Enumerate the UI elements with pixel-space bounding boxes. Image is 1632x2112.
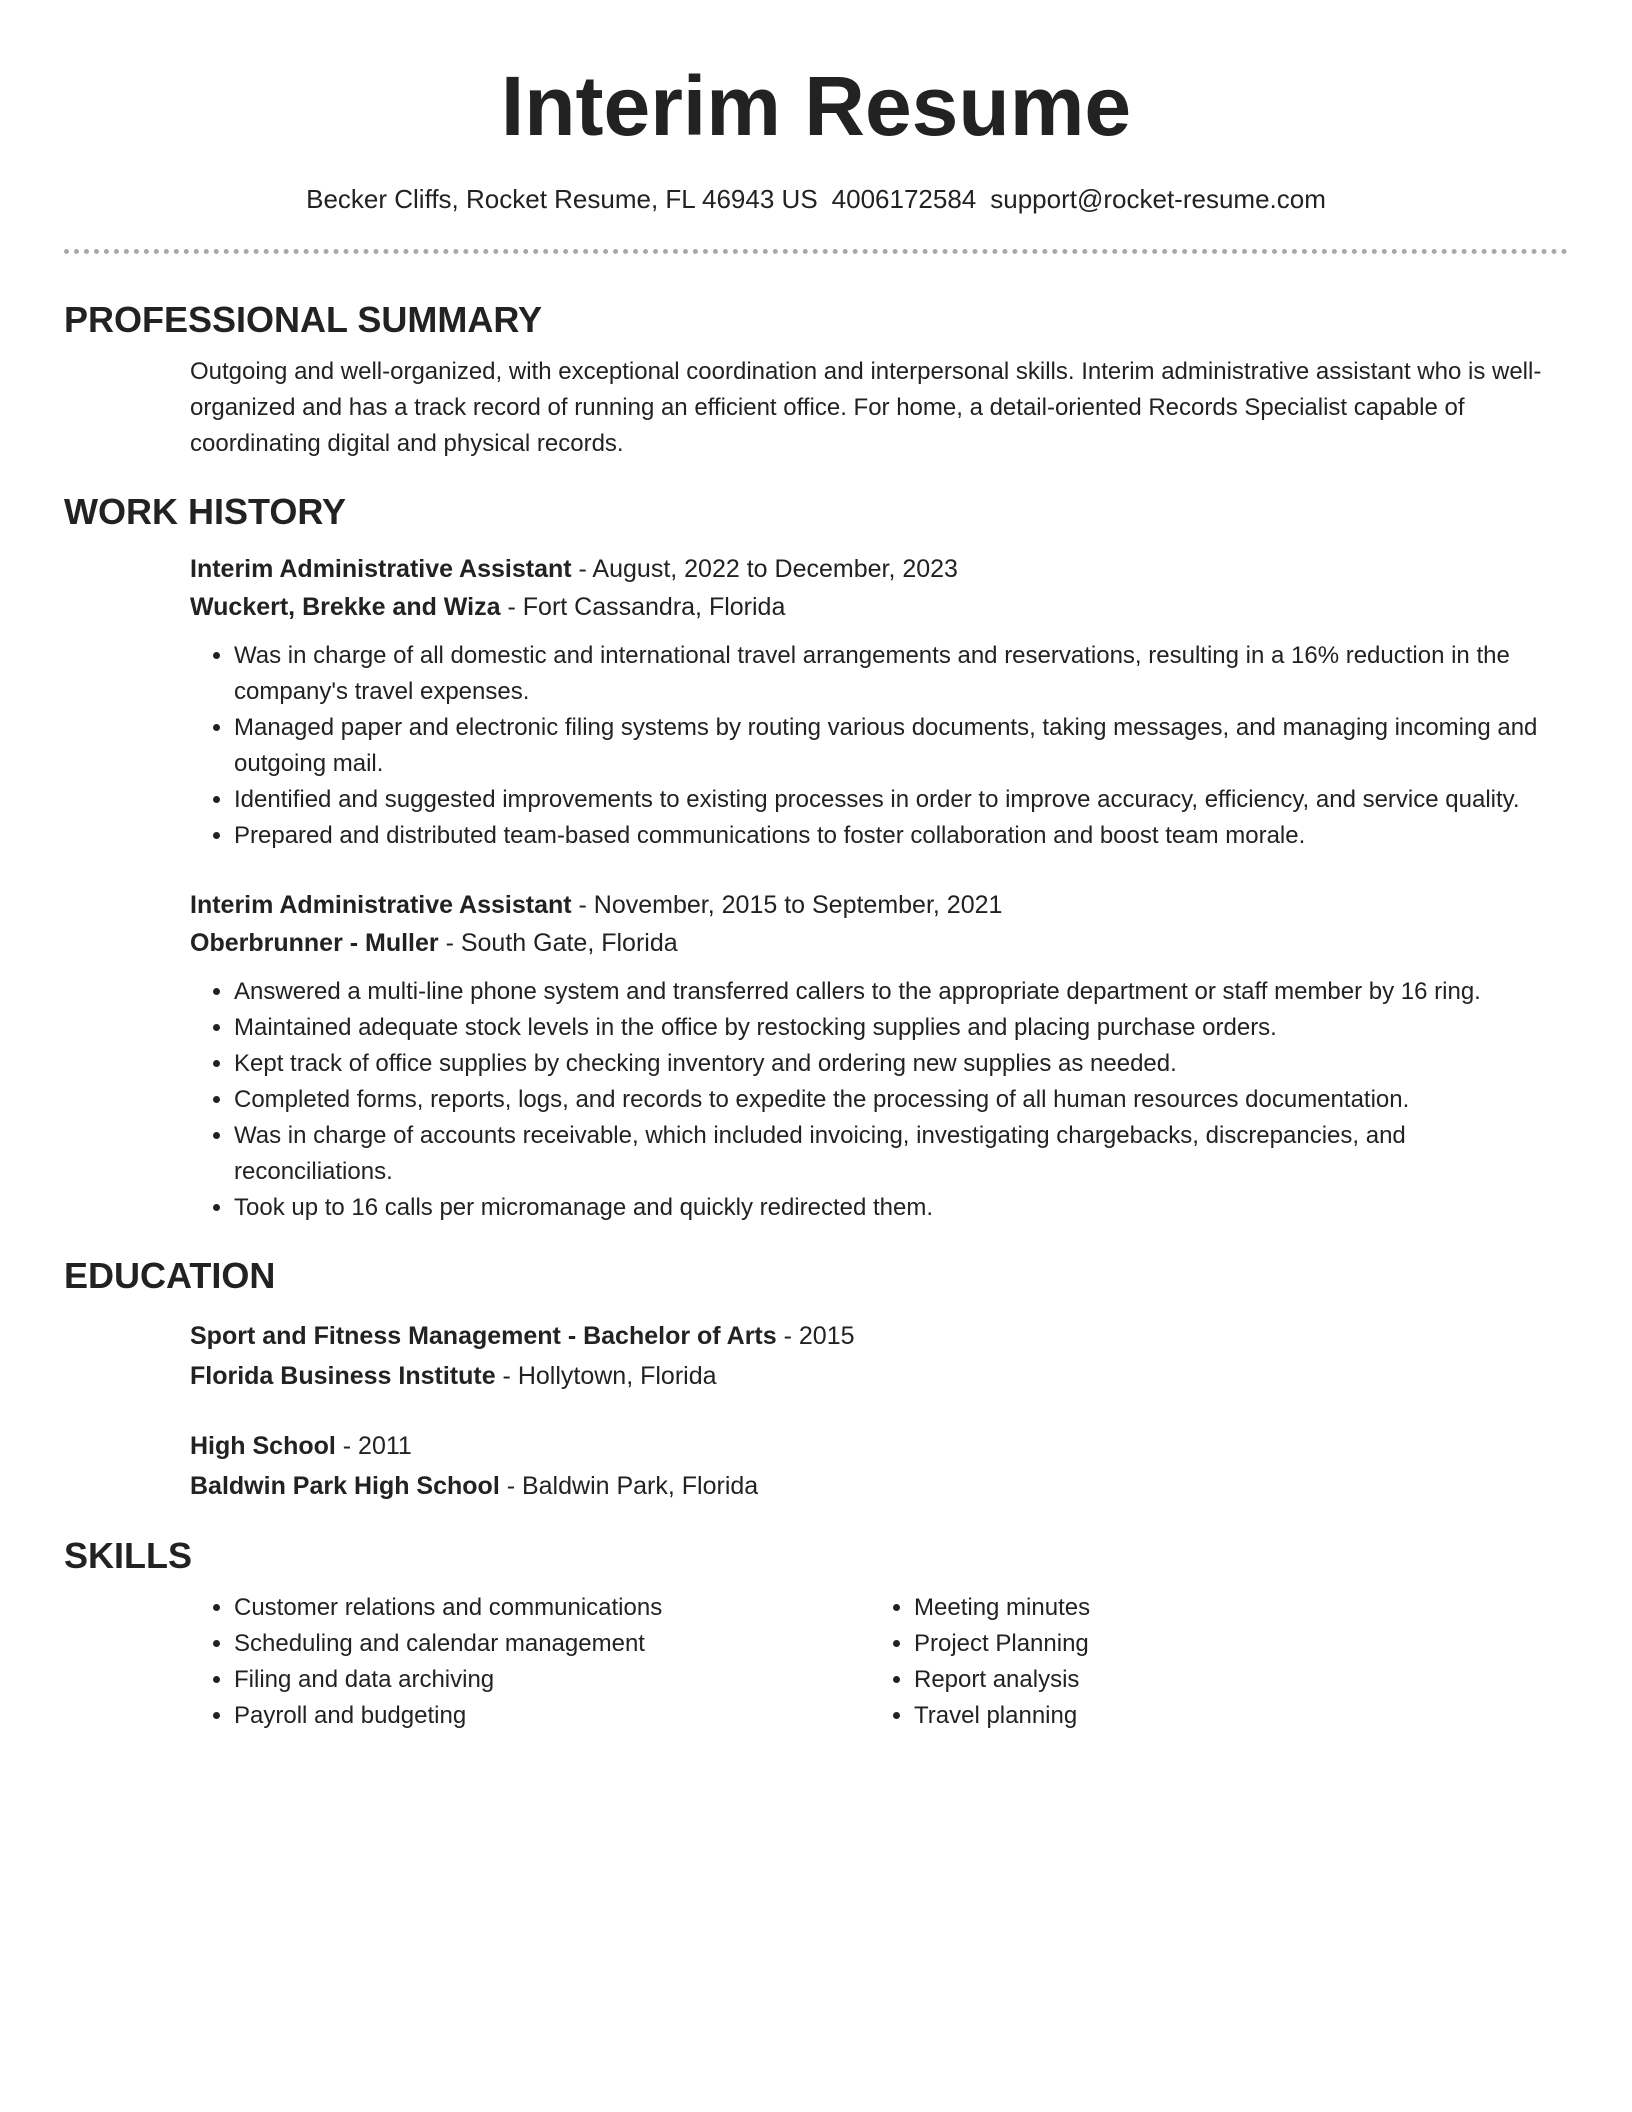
- list-item: • Meeting minutes: [914, 1590, 1550, 1626]
- education-degree-line: [190, 1316, 1568, 1356]
- skills-list-right: [870, 1590, 1550, 1734]
- summary-title: PROFESSIONAL SUMMARY: [64, 299, 543, 340]
- education-location: - Hollytown, Florida: [495, 1362, 717, 1390]
- list-item: • Filing and data archiving: [234, 1662, 870, 1698]
- job-dates: - November, 2015 to September, 2021: [571, 891, 1003, 919]
- education-degree: High School: [190, 1432, 336, 1460]
- list-item: • Managed paper and electronic filing systems by routing various documents, taking messages, and managing incoming and outgoing mail.: [234, 710, 1568, 782]
- list-item: • Kept track of office supplies by checking inventory and ordering new supplies as needed.: [234, 1046, 1568, 1082]
- job-company: Wuckert, Brekke and Wiza: [190, 593, 501, 621]
- contact-email: support@rocket-resume.com: [990, 184, 1326, 214]
- education-school: Baldwin Park High School: [190, 1472, 500, 1500]
- job-role-line: [190, 886, 1568, 924]
- skills-section: [64, 1532, 1568, 1734]
- education-title: EDUCATION: [64, 1255, 276, 1296]
- resume-content: [64, 296, 1568, 1734]
- job-role: Interim Administrative Assistant: [190, 891, 572, 919]
- job-bullets: [190, 974, 1568, 1226]
- job-dates: - August, 2022 to December, 2023: [571, 555, 958, 583]
- contact-line: [0, 184, 1632, 214]
- skills-title: SKILLS: [64, 1535, 193, 1576]
- education-location: - Baldwin Park, Florida: [499, 1472, 759, 1500]
- job-company: Oberbrunner - Muller: [190, 929, 439, 957]
- summary-body: [64, 354, 1568, 462]
- list-item: • Travel planning: [914, 1698, 1550, 1734]
- list-item: • Took up to 16 calls per micromanage and quickly redirected them.: [234, 1190, 1568, 1226]
- skills-column-right: [870, 1590, 1550, 1734]
- list-item: • Maintained adequate stock levels in the office by restocking supplies and placing purchase orders.: [234, 1010, 1568, 1046]
- list-item: • Completed forms, reports, logs, and records to expedite the processing of all human resources documentation.: [234, 1082, 1568, 1118]
- job-role: Interim Administrative Assistant: [190, 555, 572, 583]
- list-item: • Was in charge of all domestic and international travel arrangements and reservations, resulting in a 16% reduction in the company's travel expenses.: [234, 638, 1568, 710]
- list-item: • Identified and suggested improvements to existing processes in order to improve accuracy, efficiency, and service quality.: [234, 782, 1568, 818]
- skills-columns: [64, 1590, 1568, 1734]
- education-entry: [190, 1426, 1568, 1506]
- contact-phone: 4006172584: [831, 184, 977, 214]
- education-section: [64, 1252, 1568, 1506]
- education-entry: [190, 1316, 1568, 1396]
- list-item: • Payroll and budgeting: [234, 1698, 870, 1734]
- skills-list-left: [190, 1590, 870, 1734]
- job-location: - Fort Cassandra, Florida: [500, 593, 786, 621]
- work-title: WORK HISTORY: [64, 491, 347, 532]
- skills-column-left: [190, 1590, 870, 1734]
- list-item: • Report analysis: [914, 1662, 1550, 1698]
- education-degree: Sport and Fitness Management - Bachelor of Arts: [190, 1322, 777, 1350]
- list-item: • Prepared and distributed team-based communications to foster collaboration and boost team morale.: [234, 818, 1568, 854]
- work-section: [64, 488, 1568, 1226]
- job-location: - South Gate, Florida: [438, 929, 678, 957]
- list-item: • Was in charge of accounts receivable, which included invoicing, investigating chargebacks, discrepancies, and reconciliations.: [234, 1118, 1568, 1190]
- header-divider: [64, 249, 1568, 254]
- resume-name: Interim Resume: [500, 59, 1132, 153]
- education-school-line: [190, 1466, 1568, 1506]
- education-body: [64, 1316, 1568, 1506]
- summary-section: [64, 296, 1568, 462]
- job-company-line: [190, 588, 1568, 626]
- job-entry: [190, 886, 1568, 1226]
- job-role-line: [190, 550, 1568, 588]
- education-school-line: [190, 1356, 1568, 1396]
- job-company-line: [190, 924, 1568, 962]
- summary-text: Outgoing and well-organized, with exceptional coordination and interpersonal skills. Interim administrative assistant who is well-organized and has a track record of running an efficient office. For home, a detail-oriented Records Specialist capable of coordinating digital and physical records.: [190, 358, 1542, 457]
- list-item: • Answered a multi-line phone system and transferred callers to the appropriate department or staff member by 16 ring.: [234, 974, 1568, 1010]
- education-year: - 2011: [335, 1432, 412, 1460]
- job-bullets: [190, 638, 1568, 854]
- education-degree-line: [190, 1426, 1568, 1466]
- list-item: • Customer relations and communications: [234, 1590, 870, 1626]
- list-item: • Project Planning: [914, 1626, 1550, 1662]
- job-entry: [190, 550, 1568, 854]
- education-school: Florida Business Institute: [190, 1362, 496, 1390]
- work-body: [64, 550, 1568, 1226]
- list-item: • Scheduling and calendar management: [234, 1626, 870, 1662]
- contact-address: Becker Cliffs, Rocket Resume, FL 46943 US: [306, 184, 818, 214]
- education-year: - 2015: [776, 1322, 855, 1350]
